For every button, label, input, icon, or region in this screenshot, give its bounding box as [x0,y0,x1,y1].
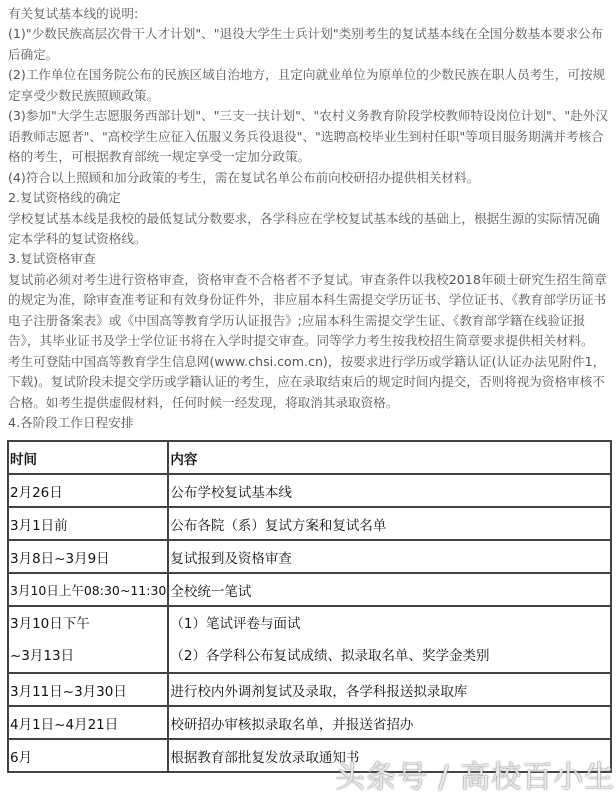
table-row [8,706,611,739]
table-row [8,540,611,573]
cell-time [8,606,168,673]
cell-content [168,606,611,673]
paragraph: 有关复试基本线的说明: [8,6,139,21]
cell-content: 公布各院（系）复试方案和复试名单 [168,507,611,540]
cell-time: 6月 [8,739,168,772]
cell-content: 全校统一笔试 [168,573,611,606]
cell-time: 2月26日 [8,474,168,507]
table-row [8,673,611,706]
table-row [8,474,611,507]
cell-time: 3月11日~3月30日 [8,673,168,706]
paragraph: 复试前必须对考生进行资格审查，资格审查不合格者不予复试。审查条件以我校2018年硕士研究生招生简章的规定为准，除审查准考证和有效身份证件外，非应届本科生需提交学历证书、学位证书、《教育部学历证书电子注册备案表》或《中国高等教育学历认证报告》;应届本科生需提交学生证、《教育部学籍在线验证报告》，其毕业证书及学士学位证书将在入学时提交审查。同等学力考生按我校招生简章要求提供相关材料。 [8,271,607,349]
cell-time: 3月1日前 [8,507,168,540]
table-row [8,606,611,673]
cell-content: 校研招办审核拟录取名单，并报送省招办 [168,706,611,739]
section-heading: 3.复试资格审查 [8,251,96,267]
header-time: 时间 [8,441,168,474]
cell-content: 进行校内外调剂复试及录取，各学科报送拟录取库 [168,673,611,706]
cell-content: 公布学校复试基本线 [168,474,611,507]
time-line: 3月10日下午 [10,615,90,632]
section-heading: 4.各阶段工作日程安排 [8,415,134,431]
cell-content: 根据教育部批复发放录取通知书 [168,739,611,772]
schedule-table [7,440,612,773]
cell-time: 3月8日~3月9日 [8,540,168,573]
paragraph: 学校复试基本线是我校的最低复试分数要求，各学科应在学校复试基本线的基础上，根据生源的实际情况确定本学科的复试资格线。 [8,210,600,246]
time-line: ~3月13日 [10,647,75,664]
section-heading: 2.复试资格线的确定 [8,190,121,206]
table-header-row [8,441,611,474]
article-text [8,4,612,434]
cell-time: 3月10日上午08:30~11:30 [8,573,168,606]
paragraph: (2)工作单位在国务院公布的民族区域自治地方，且定向就业单位为原单位的少数民族在职人员考生，可按规定享受少数民族照顾政策。 [8,67,606,103]
cell-content: 复试报到及资格审查 [168,540,611,573]
content-line: （1）笔试评卷与面试 [170,615,301,632]
table-row [8,573,611,606]
paragraph: (1)"少数民族高层次骨干人才计划"、"退役大学生士兵计划"类别考生的复试基本线在全国分数基本要求公布后确定。 [8,26,604,62]
cell-time: 4月1日~4月21日 [8,706,168,739]
header-content: 内容 [168,441,611,474]
paragraph: 考生可登陆中国高等教育学生信息网(www.chsi.com.cn)，按要求进行学历或学籍认证(认证办法见附件1，下载)。复试阶段未提交学历或学籍认证的考生，应在录取结束后的规定时间内提交，否则将视为资格审核不合格。如考生提供虚假材料，任何时候一经发现，将取消其录取资格。 [8,353,606,410]
content-line: （2）各学科公布复试成绩、拟录取名单、奖学金类别 [170,647,490,664]
table-row [8,507,611,540]
paragraph: (3)参加"大学生志愿服务西部计划"、"三支一扶计划"、"农村义务教育阶段学校教师特设岗位计划"、"赴外汉语教师志愿者"、"高校学生应征入伍服义务兵役退役"、"选聘高校毕业生到村任职"等项目服务期满并考核合格的考生，可根据教育部统一规定享受一定加分政策。 [8,108,608,165]
paragraph: (4)符合以上照顾和加分政策的考生，需在复试名单公布前向校研招办提供相关材料。 [8,169,480,185]
watermark: 头条号 / 高校百小生 [335,760,616,795]
